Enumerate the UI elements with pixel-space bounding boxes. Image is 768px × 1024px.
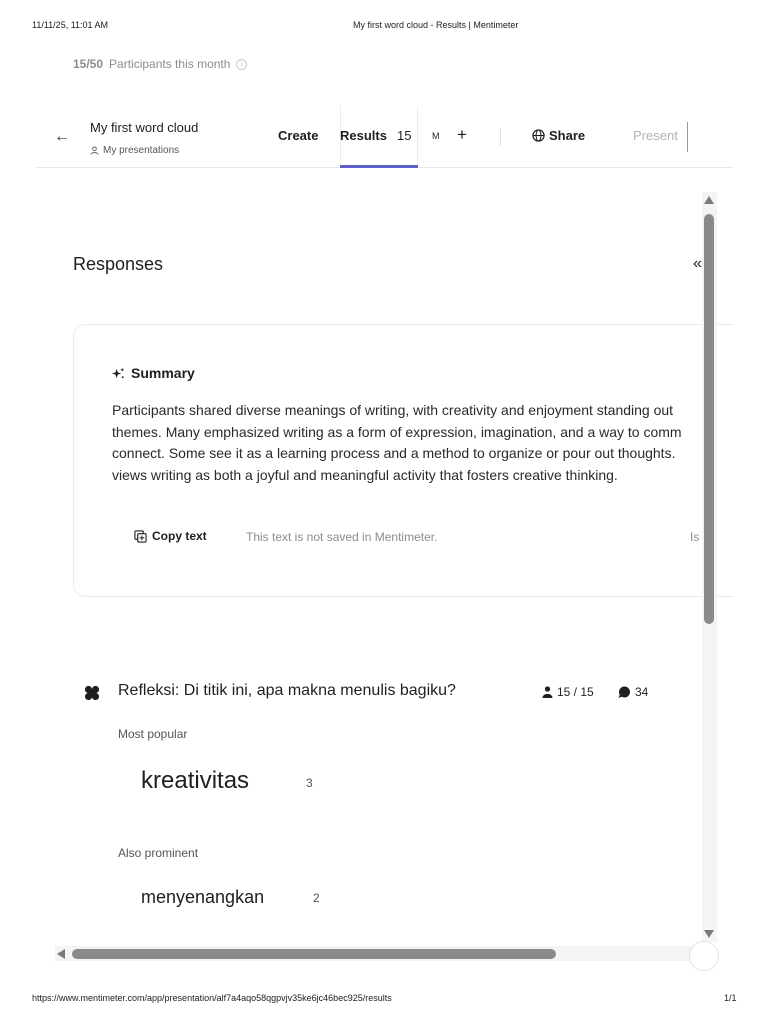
responses-title: Responses: [73, 254, 164, 274]
participants-ratio: 15 / 15: [557, 685, 594, 699]
copy-icon: [134, 530, 147, 543]
summary-line: Participants shared diverse meanings of writing, with creativity and enjoyment standing out: [112, 402, 674, 418]
responses-count: 34: [635, 685, 649, 699]
tab-results-underline: [340, 165, 418, 168]
vertical-scroll-thumb[interactable]: [704, 214, 714, 624]
summary-heading: [112, 365, 195, 381]
horizontal-scroll-thumb[interactable]: [72, 949, 556, 959]
summary-line: views writing as both a joyful and meaningful activity that fosters creative thinking.: [112, 466, 618, 483]
copy-text-label: Copy text: [152, 529, 207, 543]
collapse-panel-icon[interactable]: «: [693, 255, 702, 272]
share-button[interactable]: [532, 128, 585, 143]
question-participants: [542, 685, 594, 699]
word-entry: menyenangkan: [141, 887, 265, 907]
user-icon: [90, 146, 99, 155]
print-page-title: My first word cloud - Results | Mentimeter: [353, 20, 519, 30]
nav-divider: [500, 128, 501, 146]
present-divider: [687, 122, 688, 152]
share-label: Share: [549, 128, 586, 143]
summary-line: connect. Some see it as a learning process and a method to organize or pour out thoughts.: [112, 445, 676, 461]
summary-line: themes. Many emphasized writing as a form of expression, imagination, and a way to comm: [112, 423, 682, 440]
back-arrow-icon[interactable]: ←: [54, 128, 70, 145]
summary-text: [112, 400, 704, 490]
summary-trailing-text: Is: [690, 530, 700, 544]
person-icon: [542, 686, 553, 698]
tab-results[interactable]: Results: [340, 128, 387, 143]
speech-bubble-icon: [618, 686, 631, 698]
copy-text-button[interactable]: [134, 529, 207, 543]
also-prominent-label: Also prominent: [118, 846, 199, 860]
summary-heading-label: Summary: [131, 365, 195, 381]
print-url: https://www.mentimeter.com/app/presentation/alf7a4aqo58qgpvjv35ke6jc46bec925/results: [32, 993, 392, 1003]
my-presentations-link[interactable]: [90, 145, 179, 156]
info-icon[interactable]: i: [236, 59, 247, 70]
globe-icon: [532, 129, 545, 142]
tab-create[interactable]: Create: [278, 128, 319, 143]
results-count: 15: [397, 128, 412, 143]
question-responses: [618, 685, 648, 699]
participants-label: Participants this month: [109, 57, 231, 71]
most-popular-label: Most popular: [118, 727, 188, 741]
scroll-up-icon[interactable]: [704, 196, 714, 204]
presentation-title[interactable]: My first word cloud: [90, 120, 199, 135]
help-bubble-button[interactable]: [689, 941, 719, 971]
print-datetime: 11/11/25, 11:01 AM: [32, 20, 109, 30]
word-count: 3: [306, 776, 313, 790]
word-count: 2: [313, 891, 320, 905]
print-page-number: 1/1: [724, 993, 737, 1003]
scroll-down-icon[interactable]: [704, 930, 714, 938]
question-title: Refleksi: Di titik ini, apa makna menulis bagiku?: [118, 682, 456, 699]
word-cloud-icon: [84, 685, 100, 706]
add-icon[interactable]: +: [457, 125, 467, 144]
word-entry: kreativitas: [141, 767, 250, 794]
participants-count: 15/50: [73, 57, 104, 71]
not-saved-note: This text is not saved in Mentimeter.: [246, 530, 438, 544]
sparkle-icon: [112, 367, 125, 380]
scroll-left-icon[interactable]: [57, 949, 65, 959]
present-button[interactable]: Present: [633, 128, 678, 143]
participants-usage: [73, 57, 247, 71]
tab-m[interactable]: M: [432, 131, 440, 141]
my-presentations-label: My presentations: [103, 145, 180, 156]
